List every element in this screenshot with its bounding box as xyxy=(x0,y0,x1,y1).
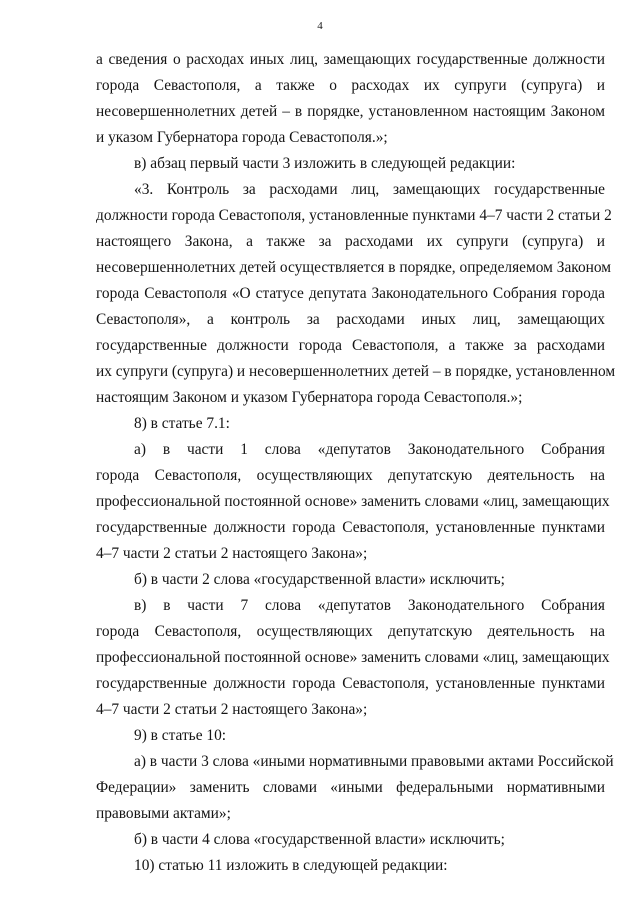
text-line: б) в части 2 слова «государственной власти» исключить; xyxy=(134,571,505,588)
text-line: 9) в статье 10: xyxy=(134,727,227,744)
text-line: «3. Контроль за расходами лиц, замещающих государственные xyxy=(134,181,605,198)
text-line: настоящим Законом и указом Губернатора города Севастополя.»; xyxy=(96,389,523,406)
text-line: города Севастополя, а также о расходах их супруги (супруга) и xyxy=(96,77,605,94)
text-line: а) в части 3 слова «иными нормативными правовыми актами Российской xyxy=(134,753,614,770)
text-line: в) абзац первый части 3 изложить в следующей редакции: xyxy=(134,155,516,172)
text-line: и указом Губернатора города Севастополя.»; xyxy=(96,129,388,146)
text-line: 4–7 части 2 статьи 2 настоящего Закона»; xyxy=(96,701,368,718)
text-line: Севастополя», а контроль за расходами иных лиц, замещающих xyxy=(96,311,605,328)
page-number: 4 xyxy=(317,20,323,32)
text-line: а) в части 1 слова «депутатов Законодательного Собрания xyxy=(134,441,605,458)
text-line: государственные должности города Севастополя, установленные пунктами xyxy=(96,519,605,536)
text-line: 8) в статье 7.1: xyxy=(134,415,230,432)
text-line: государственные должности города Севастополя, а также за расходами xyxy=(96,337,605,354)
text-line: настоящего Закона, а также за расходами их супруги (супруга) и xyxy=(96,233,605,250)
text-line: несовершеннолетних детей – в порядке, установленном настоящим Законом xyxy=(96,103,605,120)
text-line: профессиональной постоянной основе» заменить словами «лиц, замещающих xyxy=(96,493,610,510)
text-line: правовыми актами»; xyxy=(96,805,231,822)
text-line: 10) статью 11 изложить в следующей редакции: xyxy=(134,857,448,874)
text-line: города Севастополя, осуществляющих депутатскую деятельность на xyxy=(96,467,605,484)
text-line: а сведения о расходах иных лиц, замещающих государственные должности xyxy=(96,51,605,68)
text-line: несовершеннолетних детей осуществляется в порядке, определяемом Законом xyxy=(96,259,612,276)
text-line: Федерации» заменить словами «иными федеральными нормативными xyxy=(96,779,605,796)
text-line: их супруги (супруга) и несовершеннолетних детей – в порядке, установленном xyxy=(96,363,616,380)
text-line: профессиональной постоянной основе» заменить словами «лиц, замещающих xyxy=(96,649,610,666)
text-line: б) в части 4 слова «государственной власти» исключить; xyxy=(134,831,505,848)
text-line: города Севастополя, осуществляющих депутатскую деятельность на xyxy=(96,623,605,640)
text-line: города Севастополя «О статусе депутата Законодательного Собрания города xyxy=(96,285,605,302)
text-line: в) в части 7 слова «депутатов Законодательного Собрания xyxy=(134,597,605,614)
text-line: 4–7 части 2 статьи 2 настоящего Закона»; xyxy=(96,545,368,562)
text-line: государственные должности города Севастополя, установленные пунктами xyxy=(96,675,605,692)
text-line: должности города Севастополя, установленные пунктами 4–7 части 2 статьи 2 xyxy=(96,207,612,224)
